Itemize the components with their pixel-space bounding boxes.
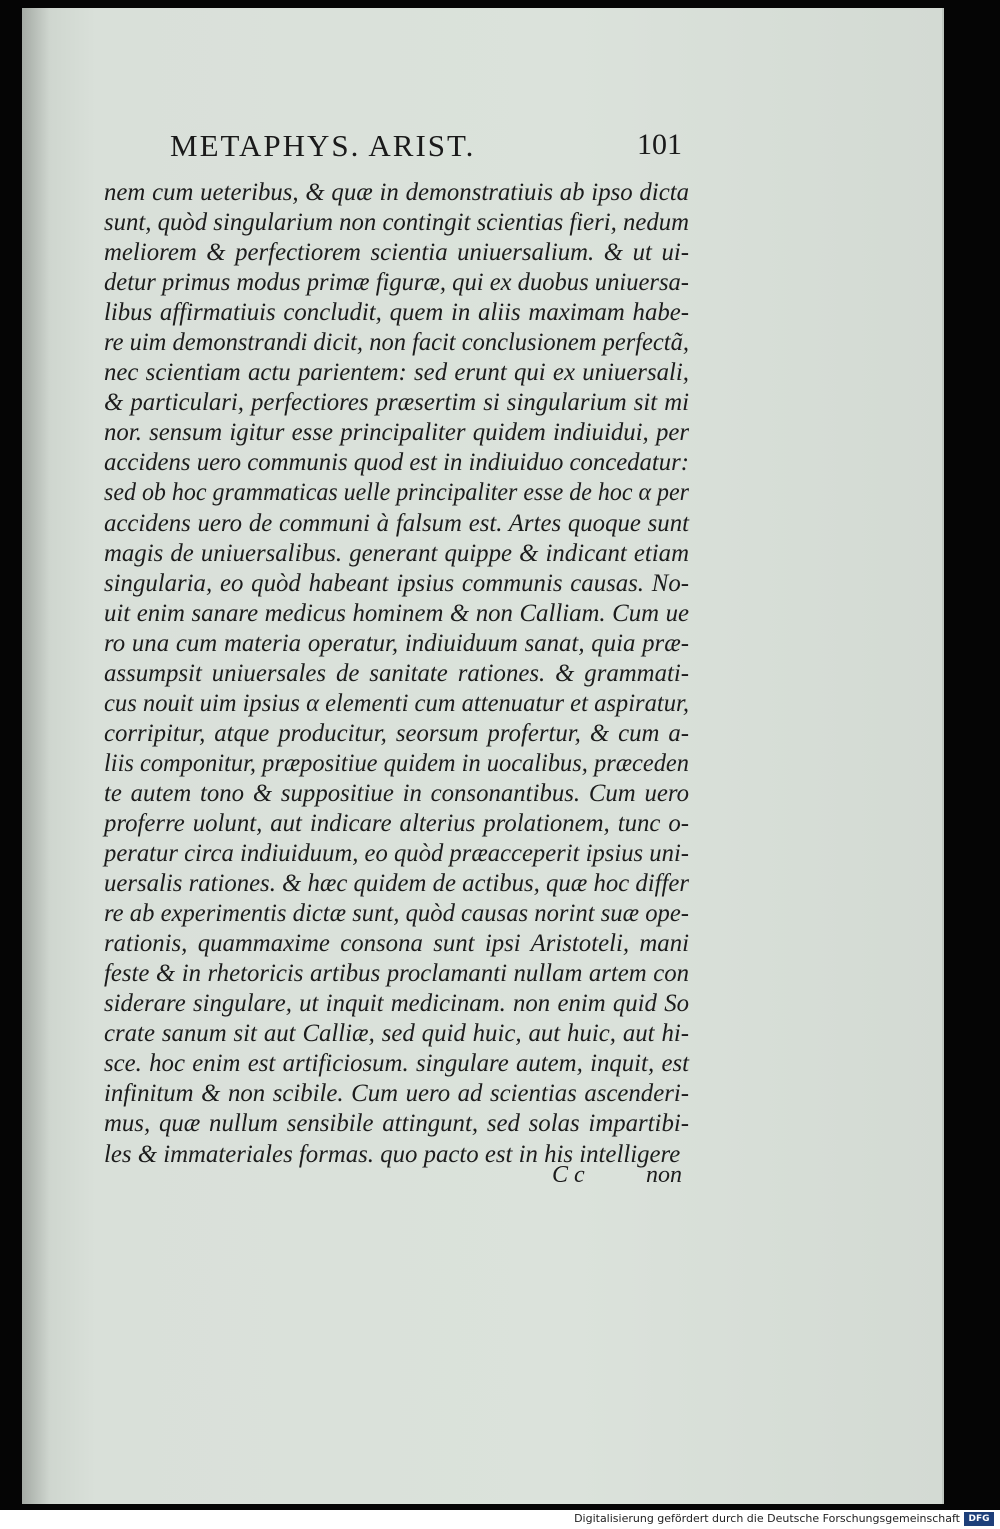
text-line: crate sanum sit aut Calliæ, sed quid huic, aut huic, aut hi- bbox=[104, 1020, 689, 1048]
text-line: cus nouit uim ipsius α elementi cum attenuatur et aspiratur, bbox=[104, 689, 689, 717]
text-line: assumpsit uniuersales de sanitate rationes. & grammati- bbox=[104, 659, 689, 687]
text-line: nec scientiam actu parientem: sed erunt qui ex uniuersali, bbox=[104, 359, 689, 387]
signature-mark: C c bbox=[552, 1162, 585, 1188]
page-header bbox=[170, 128, 682, 172]
funding-credit: Digitalisierung gefördert durch die Deutsche Forschungsgemeinschaft bbox=[574, 1512, 960, 1525]
text-line: feste & in rhetoricis artibus proclamanti nullam artem con bbox=[104, 960, 689, 988]
catchword: non bbox=[646, 1162, 682, 1188]
text-line: re ab experimentis dictæ sunt, quòd causas norint suæ ope- bbox=[104, 900, 689, 928]
text-line: accidens uero communis quod est in indiuiduo concedatur: bbox=[104, 449, 689, 477]
text-line: nor. sensum igitur esse principaliter quidem indiuidui, per bbox=[104, 419, 689, 447]
text-line: les & immateriales formas. quo pacto est in his intelligere bbox=[104, 1140, 681, 1168]
text-line: accidens uero de communi à falsum est. Artes quoque sunt bbox=[104, 509, 689, 537]
running-head: METAPHYS. ARIST. bbox=[170, 128, 476, 163]
text-line: siderare singulare, ut inquit medicinam. non enim quid So bbox=[104, 990, 689, 1018]
text-line: liis componitur, præpositiue quidem in uocalibus, præceden bbox=[104, 749, 689, 777]
text-line: sce. hoc enim est artificiosum. singulare autem, inquit, est bbox=[104, 1050, 689, 1078]
text-line: & particulari, perfectiores præsertim si singularium sit mi bbox=[104, 389, 689, 417]
text-line: detur primus modus primæ figuræ, qui ex duobus uniuersa- bbox=[104, 269, 689, 297]
text-line: mus, quæ nullum sensibile attingunt, sed solas impartibi- bbox=[104, 1110, 689, 1138]
body-text bbox=[104, 178, 689, 1170]
text-line: nem cum ueteribus, & quæ in demonstratiuis ab ipso dicta bbox=[104, 179, 689, 206]
text-line: peratur circa indiuiduum, eo quòd præacceperit ipsius uni- bbox=[104, 840, 689, 868]
dfg-logo-icon: DFG bbox=[964, 1512, 994, 1526]
text-line: sed ob hoc grammaticas uelle principaliter esse de hoc α per bbox=[104, 479, 689, 507]
text-line: meliorem & perfectiorem scientia uniuersalium. & ut ui- bbox=[104, 239, 689, 267]
text-line: singularia, eo quòd habeant ipsius communis causas. No- bbox=[104, 569, 689, 597]
spine-shadow bbox=[22, 8, 50, 1504]
text-line: uit enim sanare medicus hominem & non Calliam. Cum ue bbox=[104, 599, 689, 627]
text-line: rationis, quammaxime consona sunt ipsi Aristoteli, mani bbox=[104, 930, 689, 958]
text-line: corripitur, atque producitur, seorsum profertur, & cum a- bbox=[104, 719, 689, 747]
page-foot-marks bbox=[552, 1162, 682, 1192]
text-line: re uim demonstrandi dicit, non facit conclusionem perfectã, bbox=[104, 329, 689, 357]
text-line: uersalis rationes. & hæc quidem de actibus, quæ hoc differ bbox=[104, 870, 689, 898]
text-line: infinitum & non scibile. Cum uero ad scientias ascenderi- bbox=[104, 1080, 689, 1108]
text-line: ro una cum materia operatur, indiuiduum sanat, quia præ- bbox=[104, 629, 689, 657]
text-line: proferre uolunt, aut indicare alterius prolationem, tunc o- bbox=[104, 809, 689, 837]
digitization-footer bbox=[0, 1510, 1000, 1529]
text-line: magis de uniuersalibus. generant quippe & indicant etiam bbox=[104, 539, 689, 567]
text-line: libus affirmatiuis concludit, quem in aliis maximam habe- bbox=[104, 299, 689, 327]
text-line: sunt, quòd singularium non contingit scientias fieri, nedum bbox=[104, 209, 689, 237]
text-line: te autem tono & suppositiue in consonantibus. Cum uero bbox=[104, 779, 689, 807]
page-number: 101 bbox=[637, 128, 682, 161]
